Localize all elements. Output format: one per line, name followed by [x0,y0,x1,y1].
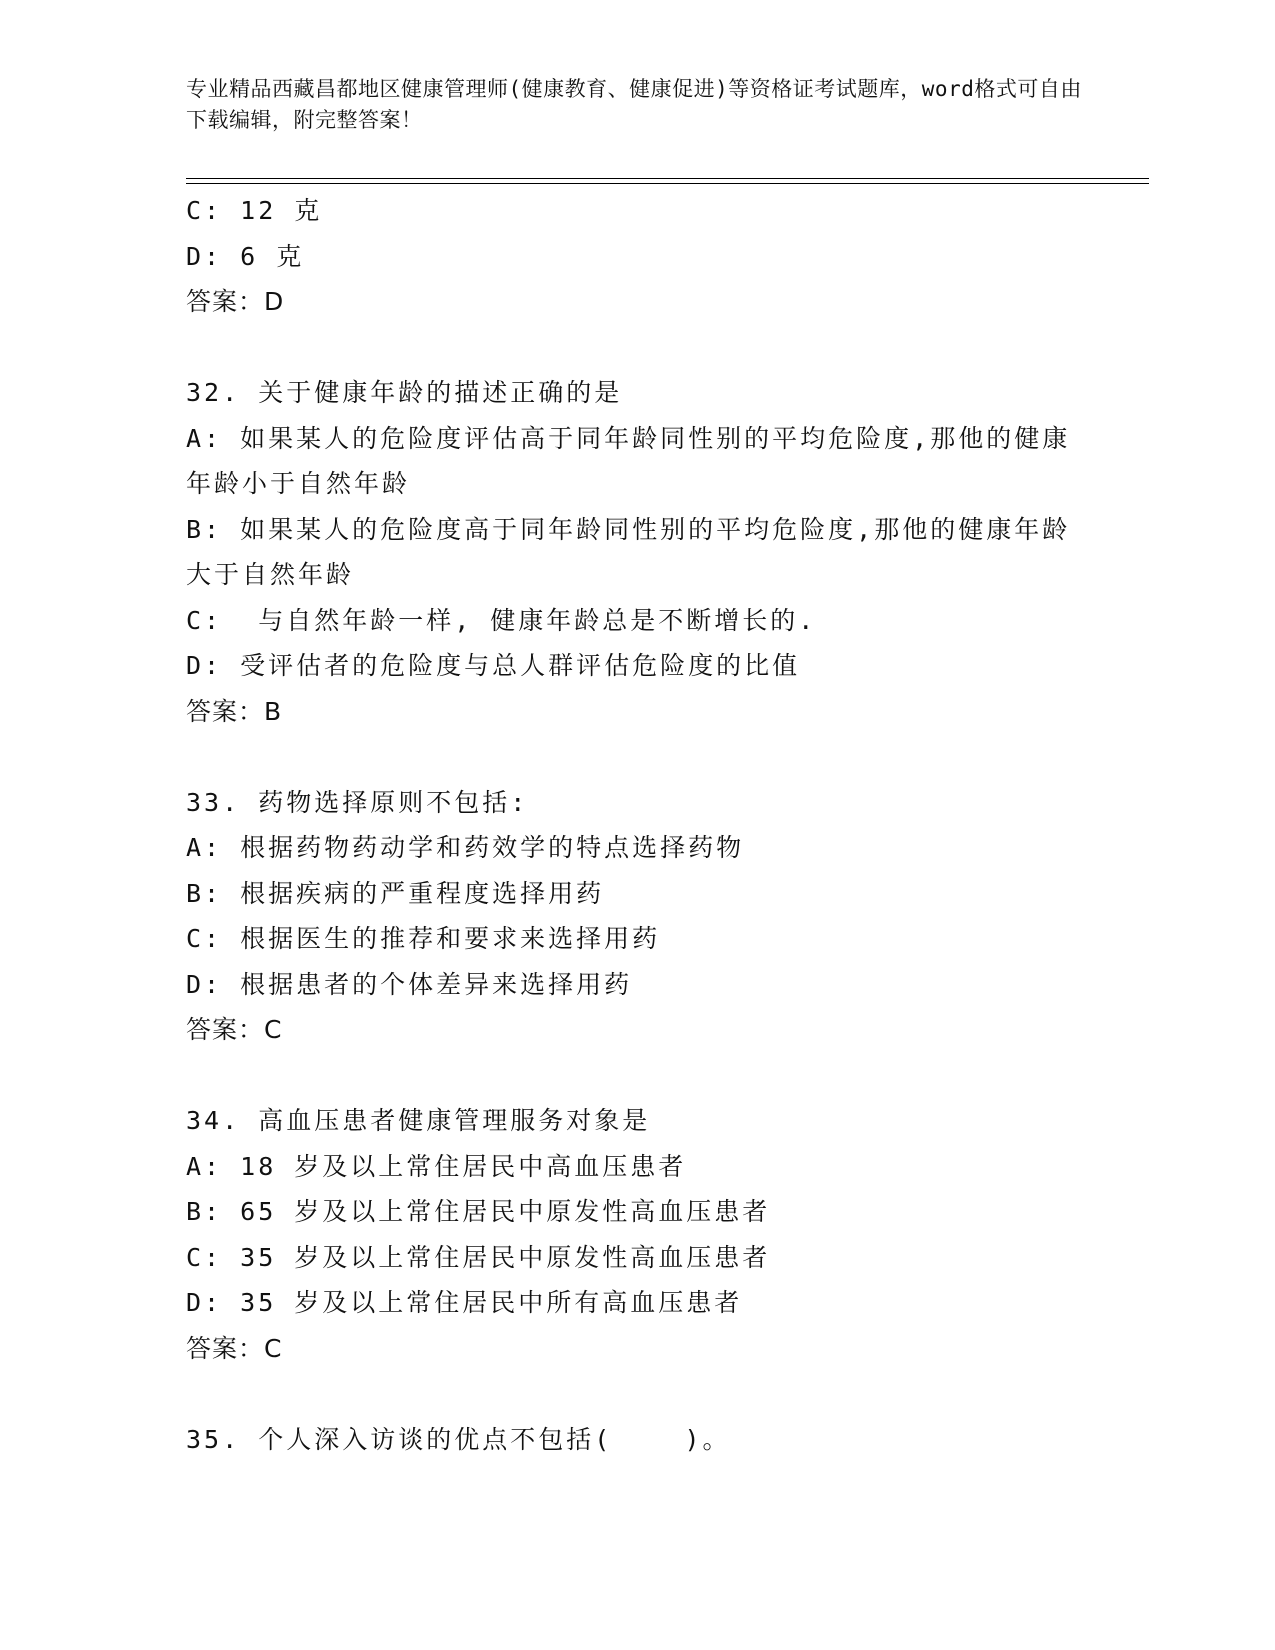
question-stem: 32. 关于健康年龄的描述正确的是 [186,378,623,407]
option-c: C: 35 岁及以上常住居民中原发性高血压患者 [186,1242,771,1272]
option-d: D: 根据患者的个体差异来选择用药 [186,969,633,999]
header-rule-top [186,178,1149,179]
answer-line: 答案：D [186,287,285,316]
question-stem: 33. 药物选择原则不包括: [186,787,529,817]
option-c: C: 与自然年龄一样, 健康年龄总是不断增长的. [186,605,817,635]
continued-question [186,188,1086,325]
question-stem: 34. 高血压患者健康管理服务对象是 [186,1106,651,1135]
question-34 [186,1098,1086,1371]
option-c: C: 根据医生的推荐和要求来选择用药 [186,924,661,953]
answer-line: 答案：C [186,1333,283,1363]
spacer [186,1371,1086,1417]
option-b: B: 根据疾病的严重程度选择用药 [186,878,605,908]
option-a: A: 如果某人的危险度评估高于同年龄同性别的平均危险度,那他的健康年龄小于自然年龄 [186,423,1071,498]
question-33 [186,780,1086,1053]
option-a: A: 根据药物药动学和药效学的特点选择药物 [186,833,745,862]
option-d: D: 受评估者的危险度与总人群评估危险度的比值 [186,651,801,680]
option-b: B: 如果某人的危险度高于同年龄同性别的平均危险度,那他的健康年龄大于自然年龄 [186,514,1071,589]
answer-line: 答案：B [186,696,283,726]
spacer [186,734,1086,780]
option-d: D: 35 岁及以上常住居民中所有高血压患者 [186,1288,743,1317]
header-rule-bottom [186,183,1149,184]
question-content [186,188,1086,1462]
spacer [186,325,1086,371]
spacer [186,1053,1086,1099]
question-35 [186,1417,1086,1463]
option-d: D: 6 克 [186,241,305,271]
question-32 [186,370,1086,734]
answer-line: 答案：C [186,1015,283,1044]
page-header: 专业精品西藏昌都地区健康管理师(健康教育、健康促进)等资格证考试题库，word格式可自由下载编辑，附完整答案！ [186,77,1082,132]
option-b: B: 65 岁及以上常住居民中原发性高血压患者 [186,1197,771,1226]
option-a: A: 18 岁及以上常住居民中高血压患者 [186,1151,687,1181]
question-stem: 35. 个人深入访谈的优点不包括( )。 [186,1424,731,1454]
option-c: C: 12 克 [186,196,323,225]
